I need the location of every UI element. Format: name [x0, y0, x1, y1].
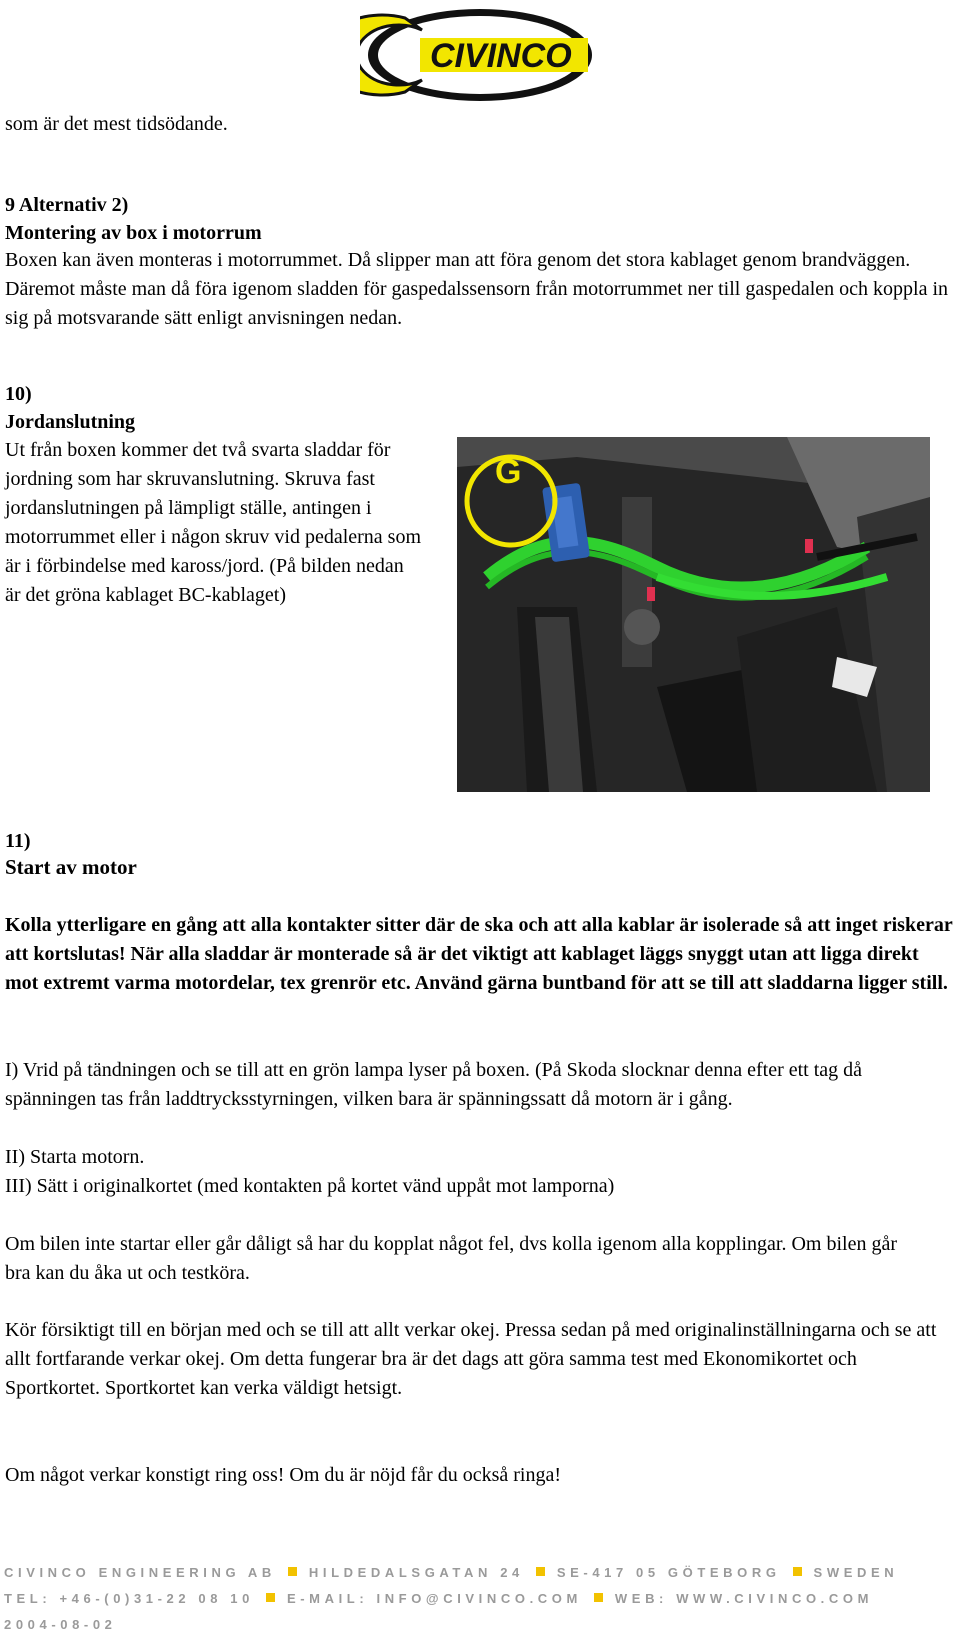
footer-country: SWEDEN: [813, 1565, 899, 1580]
footer-separator-icon: [288, 1567, 297, 1576]
footer-company: CIVINCO ENGINEERING AB: [4, 1565, 276, 1580]
section11-warning: Kolla ytterligare en gång att alla kontakter sitter där de ska och att alla kablar är isolerade så att inget riskerar att kortslutas! När alla sladdar är monterade så är det viktigt att kablaget läggs snyggt utan att ligga direkt mot extremt varma motordelar, tex grenrör etc. Använd gärna buntband för att se till att sladdarna ligger still.: [5, 914, 953, 994]
section10-title: Jordanslutning: [5, 411, 136, 433]
footer-street: HILDEDALSGATAN 24: [308, 1565, 524, 1580]
footer-separator-icon: [266, 1593, 275, 1602]
step-2: II) Starta motorn.: [5, 1146, 145, 1168]
photo-marker-g: G: [495, 453, 522, 491]
footer-web: WEB: WWW.CIVINCO.COM: [614, 1591, 874, 1606]
footer-separator-icon: [536, 1567, 545, 1576]
step-1: I) Vrid på tändningen och se till att en grön lampa lyser på boxen. (På Skoda slocknar denna efter ett tag då spänningen tas från laddtrycksstyrningen, vilken bara är spänningssatt då motorn är i gång.: [5, 1059, 863, 1110]
intro-text: som är det mest tidsödande.: [5, 113, 228, 135]
footer-separator-icon: [793, 1567, 802, 1576]
page-footer: [4, 1560, 956, 1638]
footer-separator-icon: [594, 1593, 603, 1602]
section10-number: 10): [5, 383, 32, 405]
paragraph-troubleshoot: Om bilen inte startar eller går dåligt så har du kopplat något fel, dvs kolla igenom alla kopplingar. Om bilen går bra kan du åka ut och testköra.: [5, 1233, 897, 1284]
step-3: III) Sätt i originalkortet (med kontakten på kortet vänd uppåt mot lamporna): [5, 1175, 615, 1197]
civinco-logo: [360, 0, 605, 105]
section11-title: Start av motor: [5, 855, 137, 879]
section9-number: 9 Alternativ 2): [5, 194, 129, 216]
paragraph-testing: Kör försiktigt till en början med och se till att allt verkar okej. Pressa sedan på med originalinställningarna och se att allt fortfarande verkar okej. Om detta fungerar bra är det dags att göra samma test med Ekonomikortet och Sportkortet. Sportkortet kan verka väldigt hetsigt.: [5, 1319, 937, 1399]
footer-contact-line: [4, 1586, 956, 1612]
footer-tel: TEL: +46-(0)31-22 08 10: [4, 1591, 254, 1606]
footer-address-line: [4, 1560, 956, 1586]
section9-body: Boxen kan även monteras i motorrummet. Då slipper man att föra genom det stora kablaget genom brandväggen. Däremot måste man då föra igenom sladden för gaspedalssensorn från motorrummet ner till gaspedalen och koppla in sig på motsvarande sätt enligt anvisningen nedan.: [5, 249, 949, 329]
wiring-photo: [457, 437, 930, 792]
logo-text: CIVINCO: [430, 37, 572, 75]
footer-postal: SE-417 05 GÖTEBORG: [556, 1565, 781, 1580]
footer-date-line: [4, 1612, 956, 1638]
section11-number: 11): [5, 830, 31, 852]
footer-date: 2004-08-02: [4, 1617, 117, 1632]
paragraph-contact: Om något verkar konstigt ring oss! Om du är nöjd får du också ringa!: [5, 1464, 561, 1486]
section10-body: Ut från boxen kommer det två svarta sladdar för jordning som har skruvanslutning. Skruva fast jordanslutningen på lämpligt ställe, antingen i motorrummet eller i någon skruv vid pedalerna som är i förbindelse med kaross/jord. (På bilden nedan är det gröna kablaget BC-kablaget): [5, 439, 422, 606]
section9-title: Montering av box i motorrum: [5, 222, 262, 244]
footer-email: E-MAIL: INFO@CIVINCO.COM: [286, 1591, 582, 1606]
logo-graphic: [360, 0, 605, 105]
